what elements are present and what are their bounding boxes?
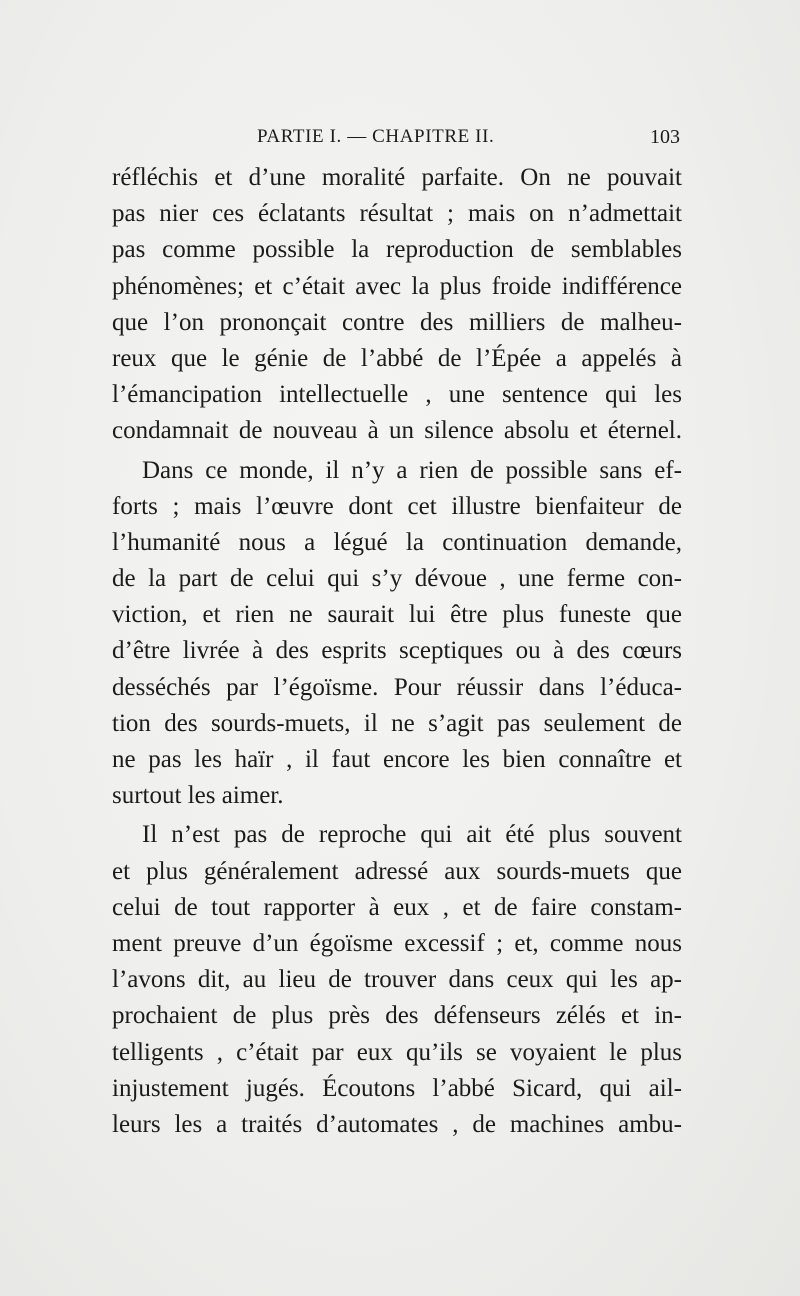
text-line: l’humanité nous a légué la continuation demande, (112, 528, 682, 556)
text-line: condamnait de nouveau à un silence absolu et éternel. (112, 417, 682, 445)
text-line: de la part de celui qui s’y dévoue , une ferme con- (112, 565, 682, 593)
text-line: l’émancipation intellectuelle , une sentence qui les (112, 381, 682, 409)
text-line: pas nier ces éclatants résultat ; mais on n’admettait (112, 200, 682, 228)
page-header (112, 126, 680, 156)
text-line: viction, et rien ne saurait lui être plus funeste que (112, 601, 682, 629)
text-line: surtout les aimer. (112, 782, 284, 810)
text-line: leurs les a traités d’automates , de machines ambu- (112, 1110, 682, 1138)
text-line: Dans ce monde, il n’y a rien de possible sans ef- (142, 456, 682, 484)
page-number: 103 (650, 126, 680, 148)
text-line: telligents , c’était par eux qu’ils se voyaient le plus (112, 1038, 682, 1066)
paragraph-2 (112, 453, 682, 815)
body-text (112, 160, 682, 1143)
text-line: prochaient de plus près des défenseurs zélés et in- (112, 1002, 682, 1030)
text-line: injustement jugés. Écoutons l’abbé Sicard, qui ail- (112, 1074, 682, 1102)
text-line: pas comme possible la reproduction de semblables (112, 236, 682, 264)
text-line: ment preuve d’un égoïsme excessif ; et, comme nous (112, 929, 682, 957)
text-line: phénomènes; et c’était avec la plus froide indifférence (112, 272, 682, 300)
text-line: l’avons dit, au lieu de trouver dans ceux qui les ap- (112, 966, 682, 994)
text-line: ne pas les haïr , il faut encore les bien connaître et (112, 746, 682, 773)
text-line: reux que le génie de l’abbé de l’Épée a appelés à (112, 344, 682, 372)
text-line: et plus généralement adressé aux sourds-muets que (112, 857, 682, 885)
running-title: PARTIE I. — CHAPITRE II. (257, 126, 495, 147)
text-line: tion des sourds-muets, il ne s’agit pas seulement de (112, 709, 682, 737)
text-line: d’être livrée à des esprits sceptiques ou à des cœurs (112, 637, 682, 665)
paragraph-3 (112, 817, 682, 1143)
text-line: celui de tout rapporter à eux , et de faire constam- (112, 893, 682, 921)
text-line: réfléchis et d’une moralité parfaite. On ne pouvait (112, 164, 682, 191)
text-line: Il n’est pas de reproche qui ait été plus souvent (142, 821, 682, 849)
text-line: forts ; mais l’œuvre dont cet illustre bienfaiteur de (112, 492, 682, 520)
text-line: desséchés par l’égoïsme. Pour réussir dans l’éduca- (112, 673, 682, 701)
text-line: que l’on prononçait contre des milliers de malheu- (112, 308, 682, 336)
paragraph-1 (112, 160, 682, 450)
